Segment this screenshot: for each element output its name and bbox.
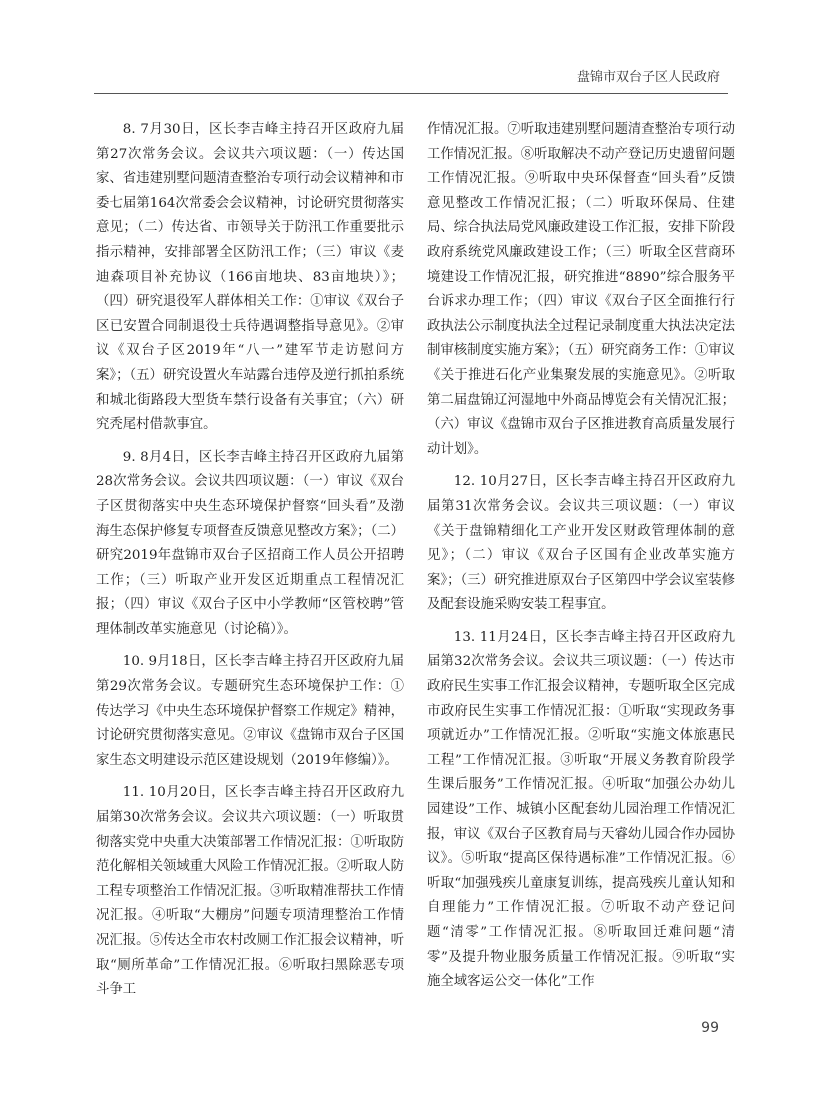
paragraph-continued: 作情况汇报。⑦听取违建别墅问题清查整治专项行动工作情况汇报。⑧听取解决不动产登记历史遗留问题工作情况汇报。⑨听取中央环保督查“回头看”反馈意见整改工作情况汇报；（二）听取环保局、住建局、综合执法局党风廉政建设工作汇报，安排下阶段政府系统党风廉政建设工作；（三）听取全区营商环境建设工作情况汇报，研究推进“8890”综合服务平台诉求办理工作；（四）审议《双台子区全面推行行政执法公示制度执法全过程记录制度重大执法决定法制审核制度实施方案》；（五）研究商务工作：①审议《关于推进石化产业集聚发展的实施意见》。②听取第二届盘锦辽河湿地中外商品博览会有关情况汇报；（六）审议《盘锦市双台子区推进教育高质量发展行动计划》。 (427, 122, 735, 457)
paragraph: 12. 10月27日，区长李吉峰主持召开区政府九届第31次常务会议。会议共三项议题：（一）审议《关于盘锦精细化工产业开发区财政管理体制的意见》；（二）审议《双台子区国有企业改革实施方案》；（三）研究推进原双台子区第四中学会议室装修及配套设施采购安装工程事宜。 (427, 474, 735, 613)
header-divider (94, 93, 728, 94)
paragraph: 8. 7月30日，区长李吉峰主持召开区政府九届第27次常务会议。会议共六项议题：（一）传达国家、省违建别墅问题清查整治专项行动会议精神和市委七届第164次常委会会议精神，讨论研究贯彻落实意见；（二）传达省、市领导关于防汛工作重要批示指示精神，安排部署全区防汛工作；（三）审议《麦迪森项目补充协议（166亩地块、83亩地块）》；（四）研究退役军人群体相关工作：①审议《双台子区已安置合同制退役士兵待遇调整指导意见》。②审议《双台子区2019年“八一”建军节走访慰问方案》；（五）研究设置火车站露台违停及逆行抓拍系统和城北街路段大型货车禁行设备有关事宜；（六）研究秃尾村借款事宜。 (96, 122, 404, 433)
header-title: 盘锦市双台子区人民政府 (576, 70, 720, 85)
left-column (96, 118, 404, 1011)
paragraph: 9. 8月4日，区长李吉峰主持召开区政府九届第28次常务会议。会议共四项议题：（一）审议《双台子区贯彻落实中央生态环境保护督察“回头看”及渤海生态保护修复专项督查反馈意见整改方案》；（二）研究2019年盘锦市双台子区招商工作人员公开招聘工作；（三）听取产业开发区近期重点工程情况汇报；（四）审议《双台子区中小学教师“区管校聘”管理体制改革实施意见（讨论稿）》。 (96, 449, 404, 637)
paragraph: 11. 10月20日，区长李吉峰主持召开区政府九届第30次常务会议。会议共六项议题：（一）听取贯彻落实党中央重大决策部署工作情况汇报：①听取防范化解相关领域重大风险工作情况汇报。②听取人防工程专项整治工作情况汇报。③听取精准帮扶工作情况汇报。④听取“大棚房”问题专项清理整治工作情况汇报。⑤传达全市农村改厕工作汇报会议精神，听取“厕所革命”工作情况汇报。⑥听取扫黑除恶专项斗争工 (96, 785, 404, 998)
page-number: 99 (701, 1020, 719, 1036)
paragraph: 10. 9月18日，区长李吉峰主持召开区政府九届第29次常务会议。专题研究生态环境保护工作：①传达学习《中央生态环境保护督察工作规定》精神，讨论研究贯彻落实意见。②审议《盘锦市双台子区国家生态文明建设示范区建设规划（2019年修编）》。 (96, 654, 404, 768)
right-column (427, 118, 735, 1003)
paragraph: 13. 11月24日，区长李吉峰主持召开区政府九届第32次常务会议。会议共三项议题：（一）传达市政府民生实事工作汇报会议精神，专题听取全区完成市政府民生实事工作情况汇报：①听取“实现政务事项就近办”工作情况汇报。②听取“实施文体旅惠民工程”工作情况汇报。③听取“开展义务教育阶段学生课后服务”工作情况汇报。④听取“加强公办幼儿园建设”工作、城镇小区配套幼儿园治理工作情况汇报，审议《双台子区教育局与天睿幼儿园合作办园协议》。⑤听取“提高区保待遇标准”工作情况汇报。⑥听取“加强残疾儿童康复训练，提高残疾儿童认知和自理能力”工作情况汇报。⑦听取不动产登记问题“清零”工作情况汇报。⑧听取回迁难问题“清零”及提升物业服务质量工作情况汇报。⑨听取“实施全域客运公交一体化”工作 (427, 629, 735, 990)
